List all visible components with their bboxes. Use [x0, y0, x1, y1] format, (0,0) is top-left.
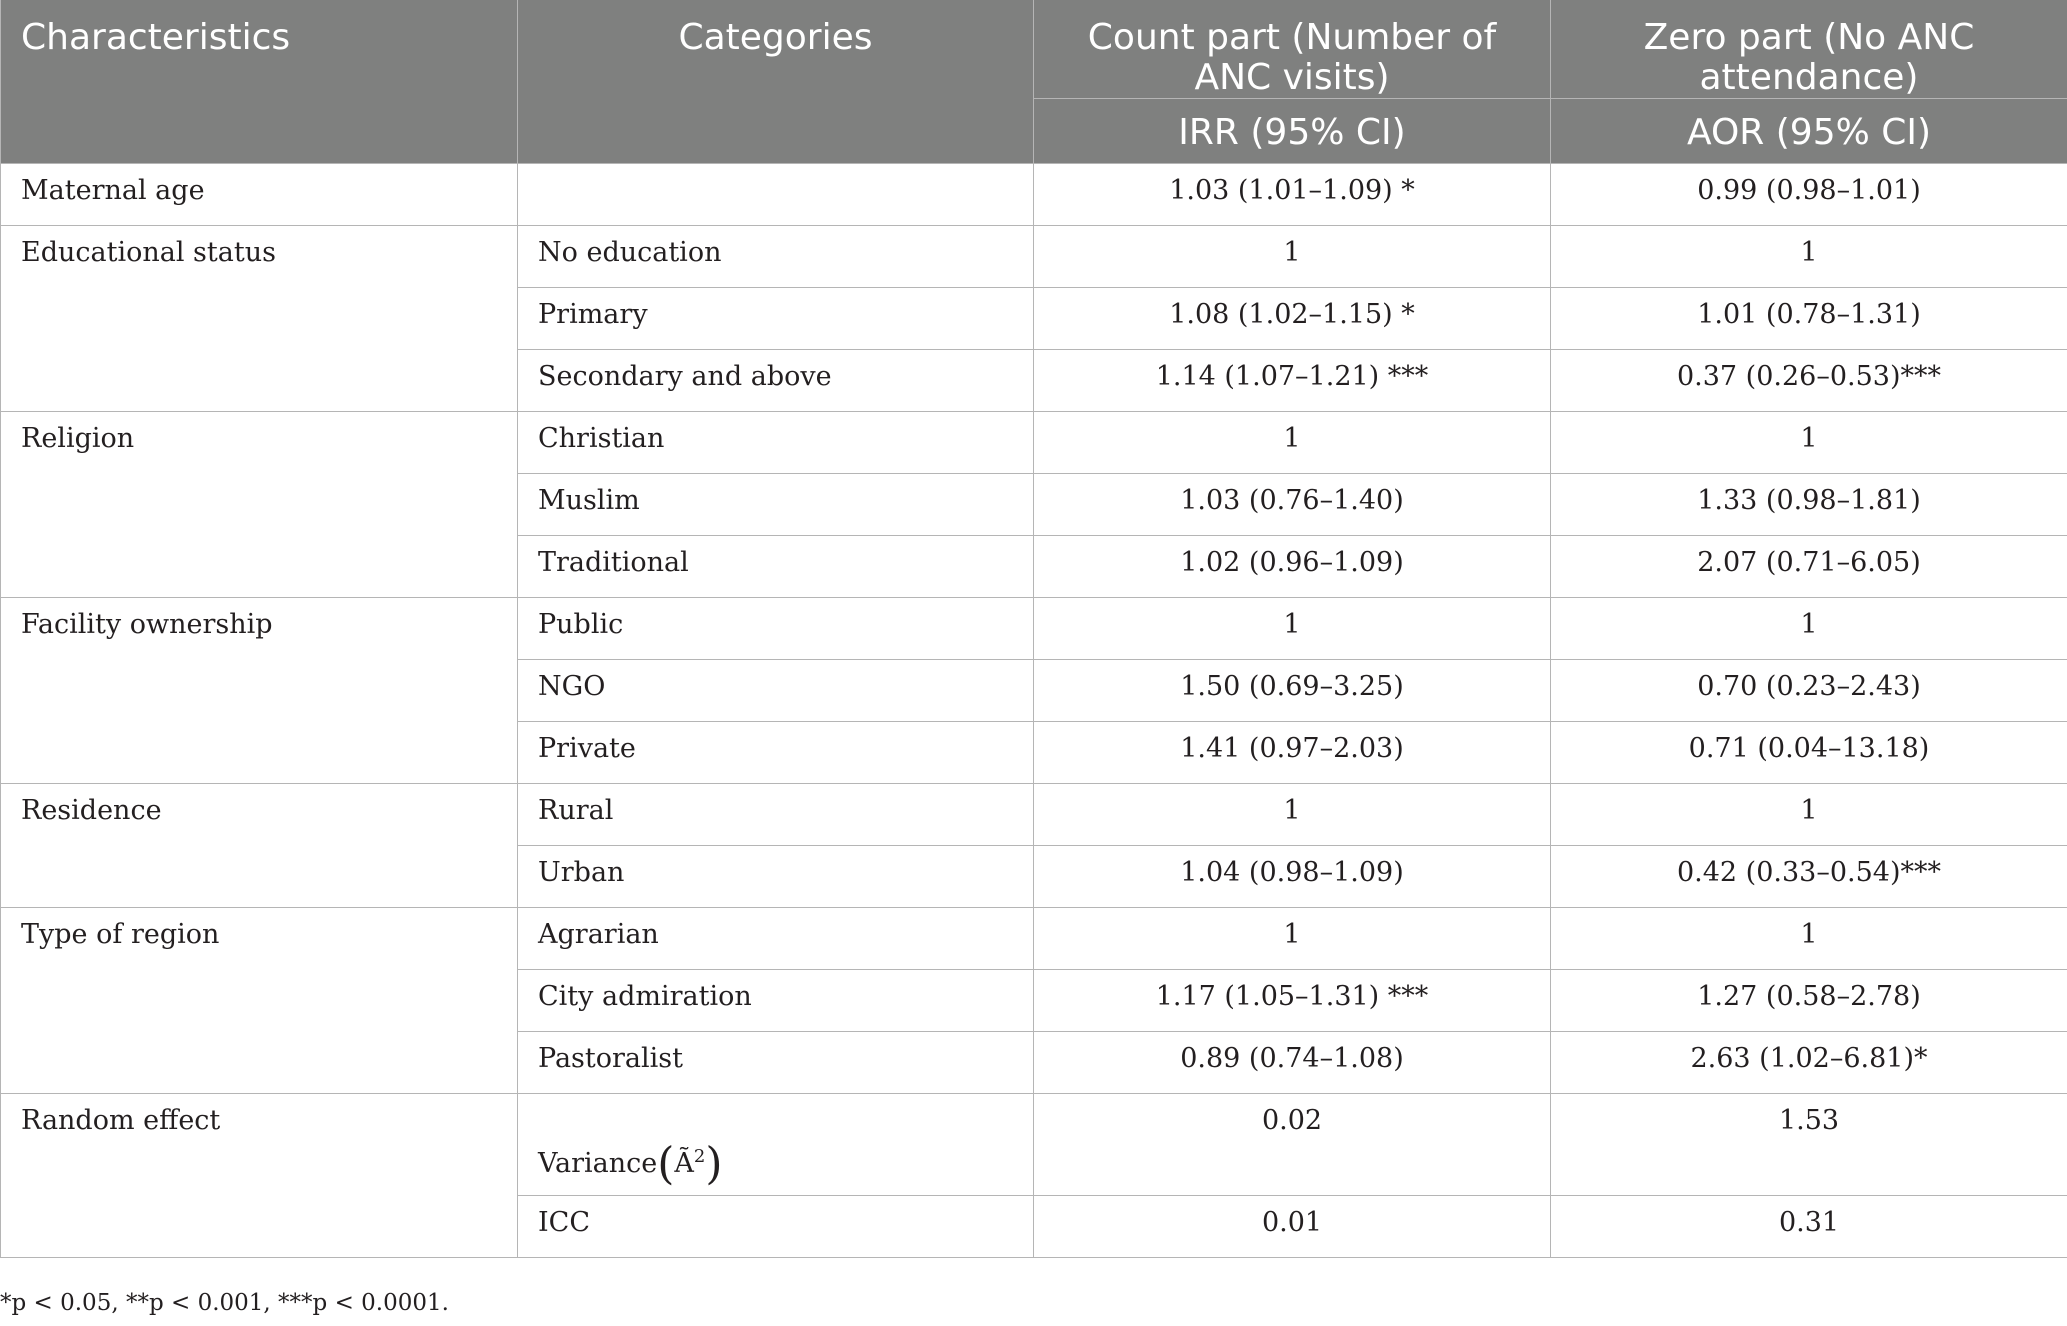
characteristic-cell: Educational status: [1, 226, 518, 412]
aor-cell: 1.01 (0.78–1.31): [1551, 288, 2067, 350]
irr-cell: 0.02: [1034, 1094, 1551, 1196]
aor-cell: 1.27 (0.58–2.78): [1551, 970, 2067, 1032]
category-cell: Public: [518, 598, 1034, 660]
irr-cell: 1.04 (0.98–1.09): [1034, 846, 1551, 908]
variance-symbol: Ã: [674, 1148, 694, 1179]
table-header: [1, 0, 2067, 164]
category-cell: NGO: [518, 660, 1034, 722]
irr-cell: 1: [1034, 226, 1551, 288]
category-cell: Traditional: [518, 536, 1034, 598]
characteristic-cell: Facility ownership: [1, 598, 518, 784]
category-cell: Agrarian: [518, 908, 1034, 970]
header-characteristics: Characteristics: [1, 0, 518, 164]
aor-cell: 1: [1551, 412, 2067, 474]
characteristic-cell: Religion: [1, 412, 518, 598]
table-row: [1, 908, 2067, 970]
irr-cell: 1.03 (0.76–1.40): [1034, 474, 1551, 536]
table-row: [1, 598, 2067, 660]
header-zero-part: Zero part (No ANC attendance): [1551, 0, 2067, 99]
irr-cell: 0.89 (0.74–1.08): [1034, 1032, 1551, 1094]
table-row: [1, 784, 2067, 846]
aor-cell: 1: [1551, 784, 2067, 846]
irr-cell: 1.14 (1.07–1.21) ***: [1034, 350, 1551, 412]
characteristic-cell: Residence: [1, 784, 518, 908]
aor-cell: 1: [1551, 226, 2067, 288]
aor-cell: 0.71 (0.04–13.18): [1551, 722, 2067, 784]
irr-cell: 1.50 (0.69–3.25): [1034, 660, 1551, 722]
irr-cell: 1: [1034, 412, 1551, 474]
category-cell: [518, 164, 1034, 226]
irr-cell: 1.41 (0.97–2.03): [1034, 722, 1551, 784]
open-paren: (: [657, 1138, 675, 1190]
aor-cell: 0.37 (0.26–0.53)***: [1551, 350, 2067, 412]
aor-cell: 0.70 (0.23–2.43): [1551, 660, 2067, 722]
irr-cell: 1.08 (1.02–1.15) *: [1034, 288, 1551, 350]
irr-cell: 1.17 (1.05–1.31) ***: [1034, 970, 1551, 1032]
category-cell: Secondary and above: [518, 350, 1034, 412]
characteristic-cell: Maternal age: [1, 164, 518, 226]
irr-cell: 1: [1034, 598, 1551, 660]
table-footnote: *p < 0.05, **p < 0.001, ***p < 0.0001.: [0, 1290, 449, 1316]
header-aor: AOR (95% CI): [1551, 99, 2067, 164]
category-cell: No education: [518, 226, 1034, 288]
category-cell: Pastoralist: [518, 1032, 1034, 1094]
aor-cell: 2.63 (1.02–6.81)*: [1551, 1032, 2067, 1094]
table-row: [1, 1094, 2067, 1196]
table-row: [1, 164, 2067, 226]
close-paren: ): [705, 1138, 723, 1190]
variance-cell: [518, 1094, 1034, 1196]
irr-cell: 0.01: [1034, 1196, 1551, 1258]
aor-cell: 1: [1551, 598, 2067, 660]
irr-cell: 1: [1034, 908, 1551, 970]
category-cell: Primary: [518, 288, 1034, 350]
category-cell: Private: [518, 722, 1034, 784]
characteristic-cell: Type of region: [1, 908, 518, 1094]
variance-label: Variance: [538, 1148, 658, 1179]
variance-exponent: 2: [693, 1146, 706, 1167]
category-cell: Rural: [518, 784, 1034, 846]
header-irr: IRR (95% CI): [1034, 99, 1551, 164]
header-count-part: Count part (Number of ANC visits): [1034, 0, 1551, 99]
category-cell: Christian: [518, 412, 1034, 474]
irr-cell: 1.03 (1.01–1.09) *: [1034, 164, 1551, 226]
irr-cell: 1: [1034, 784, 1551, 846]
aor-cell: 1: [1551, 908, 2067, 970]
characteristic-cell: Random effect: [1, 1094, 518, 1258]
table-body: [1, 164, 2067, 1258]
aor-cell: 1.53: [1551, 1094, 2067, 1196]
aor-cell: 0.31: [1551, 1196, 2067, 1258]
table-row: [1, 412, 2067, 474]
header-categories: Categories: [518, 0, 1034, 164]
table-row: [1, 226, 2067, 288]
irr-cell: 1.02 (0.96–1.09): [1034, 536, 1551, 598]
aor-cell: 1.33 (0.98–1.81): [1551, 474, 2067, 536]
category-cell: Urban: [518, 846, 1034, 908]
category-cell: Muslim: [518, 474, 1034, 536]
aor-cell: 0.99 (0.98–1.01): [1551, 164, 2067, 226]
category-cell: City admiration: [518, 970, 1034, 1032]
aor-cell: 2.07 (0.71–6.05): [1551, 536, 2067, 598]
aor-cell: 0.42 (0.33–0.54)***: [1551, 846, 2067, 908]
category-cell: ICC: [518, 1196, 1034, 1258]
